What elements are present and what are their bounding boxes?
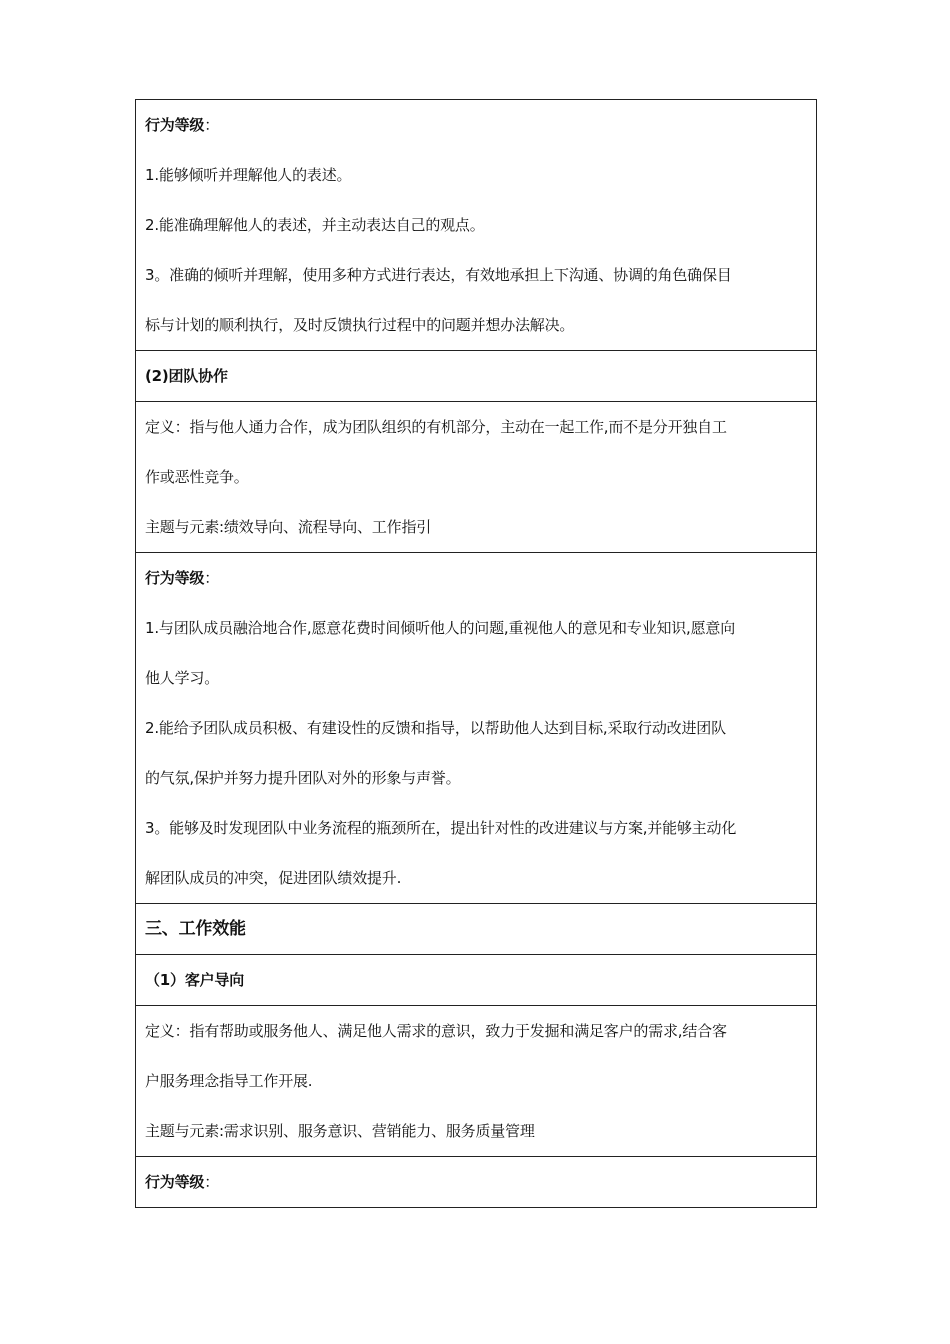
behavior-levels-heading: [145, 100, 807, 150]
definition-text-cont: 作或恶性竞争。: [145, 468, 249, 486]
behavior-level-1-cont: 他人学习。: [145, 669, 220, 687]
behavior-level-2: 2.能准确理解他人的表述，并主动表达自己的观点。: [145, 216, 485, 234]
behavior-level-1: 1.能够倾听并理解他人的表述。: [145, 166, 352, 184]
subsection-title: （1）客户导向: [145, 971, 245, 989]
section-title: 三、工作效能: [145, 919, 246, 939]
definition-cell-teamwork: [136, 401, 816, 552]
behavior-level-3-cont: 标与计划的顺利执行，及时反馈执行过程中的问题并想办法解决。: [145, 316, 575, 334]
subsection-title-cell-teamwork: [136, 350, 816, 401]
behavior-level-3-cont: 解团队成员的冲突，促进团队绩效提升.: [145, 869, 402, 887]
behavior-level-3: 3。准确的倾听并理解，使用多种方式进行表达，有效地承担上下沟通、协调的角色确保目: [145, 266, 732, 284]
behavior-levels-cell-customer-orientation: [136, 1156, 816, 1207]
definition-text: 定义：指有帮助或服务他人、满足他人需求的意识，致力于发掘和满足客户的需求,结合客: [145, 1022, 727, 1040]
behavior-levels-heading: [145, 553, 807, 603]
themes-elements: 主题与元素:绩效导向、流程导向、工作指引: [145, 518, 432, 536]
definition-text-cont: 户服务理念指导工作开展.: [145, 1072, 313, 1090]
colon: ：: [204, 116, 220, 134]
competency-table: [135, 99, 817, 1208]
section-title-cell-work-efficiency: [136, 903, 816, 954]
behavior-level-1: 1.与团队成员融洽地合作,愿意花费时间倾听他人的问题,重视他人的意见和专业知识,愿意向: [145, 619, 736, 637]
behavior-levels-heading: [145, 1157, 807, 1207]
behavior-levels-label: 行为等级: [145, 116, 205, 134]
behavior-levels-cell-communication: [136, 100, 816, 350]
behavior-level-3: 3。能够及时发现团队中业务流程的瓶颈所在，提出针对性的改进建议与方案,并能够主动化: [145, 819, 737, 837]
behavior-levels-label: 行为等级: [145, 1173, 205, 1191]
subsection-title: (2)团队协作: [145, 367, 228, 385]
colon: ：: [204, 569, 220, 587]
behavior-level-2-cont: 的气氛,保护并努力提升团队对外的形象与声誉。: [145, 769, 461, 787]
colon: ：: [204, 1173, 220, 1191]
definition-cell-customer-orientation: [136, 1005, 816, 1156]
behavior-levels-cell-teamwork: [136, 552, 816, 903]
themes-elements: 主题与元素:需求识别、服务意识、营销能力、服务质量管理: [145, 1122, 535, 1140]
definition-text: 定义：指与他人通力合作，成为团队组织的有机部分，主动在一起工作,而不是分开独自工: [145, 418, 727, 436]
behavior-level-2: 2.能给予团队成员积极、有建设性的反馈和指导，以帮助他人达到目标,采取行动改进团队: [145, 719, 726, 737]
behavior-levels-label: 行为等级: [145, 569, 205, 587]
subsection-title-cell-customer-orientation: [136, 954, 816, 1005]
